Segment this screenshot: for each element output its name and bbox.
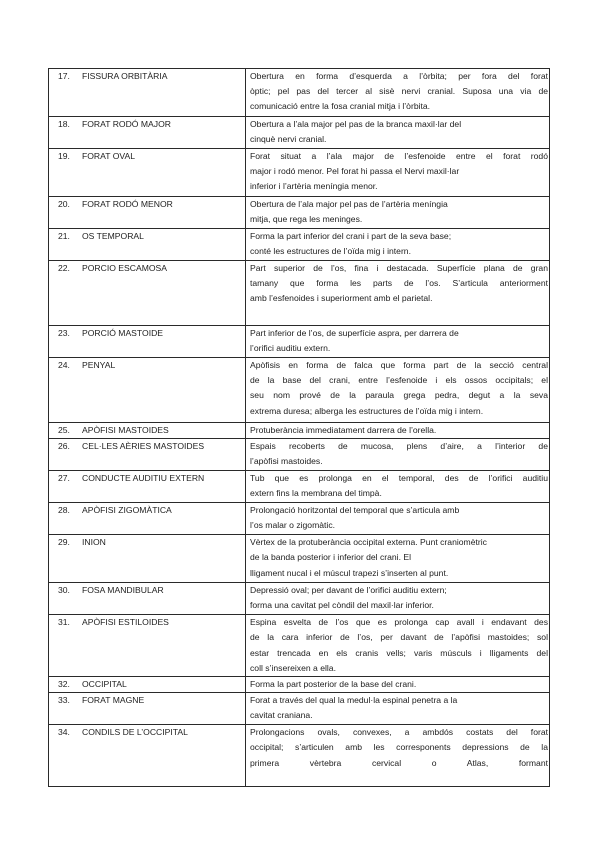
table-row [49,693,550,725]
term-name: APÒFISI ESTILOIDES [82,617,169,628]
term-cell [49,725,246,787]
term-name: PENYAL [82,360,116,370]
definition-cell [246,615,550,677]
table-row [49,439,550,471]
definition-line: amb l’esfenoides i superiorment amb el parietal. [250,293,433,304]
term-name: FORAT MAGNE [82,695,145,706]
table-row [49,149,550,197]
table-row [49,117,550,149]
definition-line: Part superior de l’os, fina i destacada. Superfície plana de gran [250,263,548,273]
term-number: 34. [58,727,70,738]
table-row [49,583,550,615]
table-row [49,535,550,583]
term-name: APÒFISI MASTOIDES [82,425,169,435]
definition-cell [246,358,550,423]
definition-line: primera vèrtebra cervical o Atlas, formant [250,757,548,768]
definition-line: conté les estructures de l’oïda mig i intern. [250,246,411,257]
definition-line: Prolongació horitzontal del temporal que s’articula amb [250,505,460,516]
term-name: CONDILS DE L’OCCIPITAL [82,727,188,738]
term-number: 28. [58,505,70,516]
term-name: OS TEMPORAL [82,231,144,241]
term-number: 29. [58,537,70,548]
definition-line: de la cara inferior de l’os, per davant de l’apòfisi mastoides; sol [250,632,548,643]
term-cell [49,615,246,677]
table-row [49,725,550,787]
term-number: 23. [58,328,70,338]
table-row [49,358,550,423]
definition-line: estar trencada en els cranis vells; varis músculs i lligaments del [250,647,548,658]
term-number: 26. [58,441,70,452]
term-number: 21. [58,231,70,241]
term-number: 33. [58,695,70,706]
definition-cell [246,676,550,692]
definition-line: Apòfisis en forma de falca que forma part de la secció central [250,360,548,370]
term-number: 19. [58,151,70,161]
definition-cell [246,69,550,117]
term-cell [49,117,246,149]
definition-line: major i rodó menor. Pel forat hi passa el Nervi maxil·lar [250,166,460,177]
definition-line: l’os malar o zigomàtic. [250,520,336,531]
term-cell [49,535,246,583]
term-number: 18. [58,119,70,129]
term-name: APÒFISI ZIGOMÀTICA [82,505,172,516]
definition-line: Forat a través del qual la medul·la espinal penetra a la [250,695,458,706]
term-name: PORCIO ESCAMOSA [82,263,167,273]
term-cell [49,229,246,261]
definition-cell [246,326,550,358]
term-number: 25. [58,425,70,435]
term-number: 32. [58,678,70,689]
definition-line: de la banda posterior i inferior del crani. El [250,552,411,563]
definition-cell [246,229,550,261]
term-name: FOSA MANDIBULAR [82,585,164,596]
term-cell [49,583,246,615]
term-number: 17. [58,71,70,81]
term-number: 27. [58,473,70,484]
term-cell [49,471,246,503]
term-number: 24. [58,360,70,370]
definition-line: extrema duresa; alberga les estructures de l’oïda mig i intern. [250,405,484,416]
definition-line: Part inferior de l’os, de superfície aspra, per darrera de [250,328,459,338]
definition-line: forma una cavitat pel còndil del maxil·lar inferior. [250,600,434,611]
definition-line: Protuberància immediatament darrera de l’orella. [250,425,437,435]
definition-cell [246,725,550,787]
definition-cell [246,197,550,229]
term-number: 20. [58,199,70,209]
definition-line: Depressió oval; per davant de l’orifici auditiu extern; [250,585,447,596]
term-cell [49,69,246,117]
definition-line: Espais recoberts de mucosa, plens d’aire, a l’interior de [250,441,548,452]
definition-cell [246,693,550,725]
definition-line: Espina esvelta de l’os que es prolonga cap avall i endavant des [250,617,548,628]
term-cell [49,358,246,423]
definition-line: occipital; s’articulen amb les corresponents depressions de la [250,742,548,753]
definition-cell [246,261,550,326]
definition-line: Obertura de l’ala major pel pas de l’artèria meníngia [250,199,448,209]
term-cell [49,326,246,358]
definition-cell [246,423,550,439]
definition-line: comunicació entre la fosa cranial mitja i l’òrbita. [250,101,431,112]
definition-line: tamany que forma les parts de l’os. S’articula anteriorment [250,278,548,289]
definition-cell [246,583,550,615]
term-cell [49,693,246,725]
term-cell [49,197,246,229]
definition-line: Forma la part inferior del crani i part de la seva base; [250,231,452,241]
term-name: FORAT RODÓ MAJOR [82,119,171,129]
definition-line: Forma la part posterior de la base del crani. [250,678,417,689]
table-row [49,423,550,439]
term-name: FORAT OVAL [82,151,136,161]
definition-line: seu nom prové de la paraula grega pedra, degut a la seva [250,390,548,401]
definition-line: Obertura en forma d’esquerda a l’òrbita; per fora del forat [250,71,548,81]
term-name: INION [82,537,106,548]
term-name: OCCIPITAL [82,678,127,689]
term-name: FORAT RODÓ MENOR [82,199,173,209]
term-number: 31. [58,617,70,628]
table-row [49,229,550,261]
definition-line: cavitat craniana. [250,710,313,721]
term-name: CONDUCTE AUDITIU EXTERN [82,473,205,484]
table-row [49,69,550,117]
definition-line: òptic; pel pas del tercer al sisè nervi cranial. Suposa una via de [250,86,548,97]
definition-line: de la base del crani, entre l’esfenoide i els ossos occipitals; el [250,375,548,386]
term-cell [49,423,246,439]
table-row [49,326,550,358]
definition-cell [246,149,550,197]
definition-line: cinquè nervi cranial. [250,134,327,145]
table-row [49,615,550,677]
definition-line: l’orifici auditiu extern. [250,343,331,354]
definition-line: Prolongacions ovals, convexes, a ambdós costats del forat [250,727,548,738]
definition-line: coll s’insereixen a ella. [250,662,336,673]
definition-line: inferior i l’artèria meníngia menor. [250,181,378,192]
table-row [49,676,550,692]
definition-line: mitja, que rega les meninges. [250,214,363,225]
anatomy-terms-table [48,68,550,787]
definition-line: lligament nucal i el múscul trapezi s’inserten al punt. [250,567,449,578]
table-row [49,503,550,535]
definition-line: Vèrtex de la protuberància occipital externa. Punt craniomètric [250,537,487,548]
term-cell [49,439,246,471]
term-name: CEL·LES AÈRIES MASTOIDES [82,441,205,452]
definition-line: Forat situat a l’ala major de l’esfenoide entre el forat rodó [250,151,548,161]
definition-line: Tub que es prolonga en el temporal, des de l’orifici auditiu [250,473,548,484]
term-cell [49,503,246,535]
table-row [49,197,550,229]
definition-cell [246,535,550,583]
definition-cell [246,471,550,503]
term-cell [49,261,246,326]
term-number: 30. [58,585,70,596]
definition-cell [246,439,550,471]
table-row [49,471,550,503]
term-number: 22. [58,263,70,273]
table-row [49,261,550,326]
definition-cell [246,503,550,535]
definition-line: extern fins la membrana del timpà. [250,488,382,499]
term-cell [49,676,246,692]
definition-line: l’apòfisi mastoides. [250,456,323,467]
term-cell [49,149,246,197]
term-name: FISSURA ORBITÀRIA [82,71,168,81]
term-name: PORCIÓ MASTOIDE [82,328,164,338]
definition-cell [246,117,550,149]
definition-line: Obertura a l’ala major pel pas de la branca maxil·lar del [250,119,462,129]
